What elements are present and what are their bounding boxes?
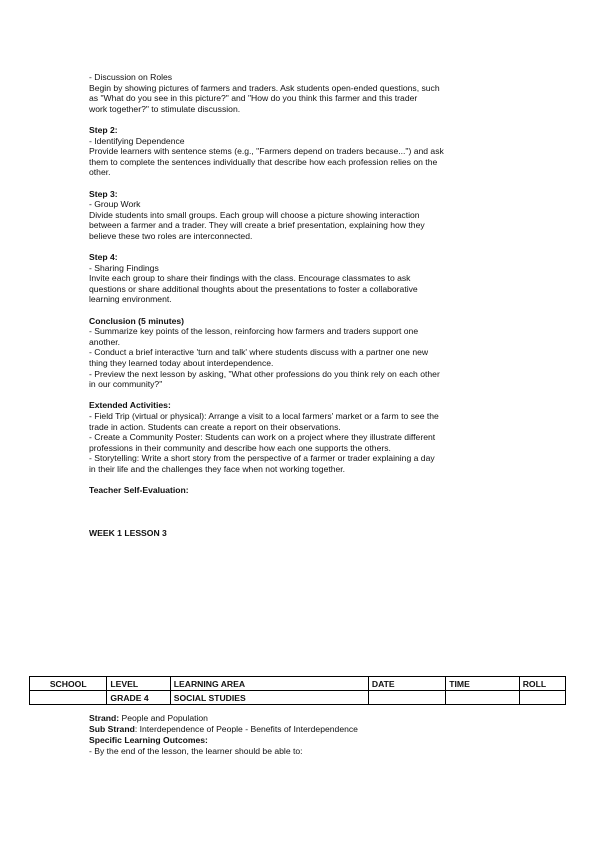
step2-line: Provide learners with sentence stems (e.g., "Farmers depend on traders because...") and ask: [89, 146, 444, 157]
table-header-row: [30, 677, 566, 691]
outcomes-heading: Specific Learning Outcomes:: [89, 735, 208, 745]
step3-line: Divide students into small groups. Each group will choose a picture showing interaction: [89, 209, 420, 220]
conclusion-line: - Summarize key points of the lesson, reinforcing how farmers and traders support one: [89, 326, 419, 337]
table-cell: [519, 691, 565, 705]
step2-heading: Step 2:: [89, 124, 118, 135]
conclusion-line: thing they learned today about interdependence.: [89, 358, 274, 369]
table-header-cell: ROLL: [519, 677, 565, 691]
conclusion-heading: Conclusion (5 minutes): [89, 315, 185, 326]
extended-heading: Extended Activities:: [89, 400, 171, 411]
step3-line: believe these two roles are interconnected.: [89, 230, 253, 241]
discussion-line: as "What do you see in this picture?" and "How do you think this farmer and this trader: [89, 93, 418, 104]
table-cell: [368, 691, 445, 705]
table-row: [30, 691, 566, 705]
step3-line: between a farmer and a trader. They will create a brief presentation, explaining how they: [89, 220, 425, 231]
conclusion-line: - Conduct a brief interactive 'turn and talk' where students discuss with a partner one new: [89, 347, 429, 358]
conclusion-line: another.: [89, 336, 121, 347]
strand-label: Strand:: [89, 713, 120, 723]
step2-line: other.: [89, 167, 111, 178]
substrand-line: [89, 724, 509, 735]
substrand-label: Sub Strand: [89, 724, 135, 734]
table-cell: [30, 691, 107, 705]
strand-value: People and Population: [119, 713, 208, 723]
table-cell: GRADE 4: [107, 691, 170, 705]
strand-line: [89, 713, 509, 724]
conclusion-line: - Preview the next lesson by asking, "What other professions do you think rely on each other: [89, 368, 440, 379]
step4-subtitle: - Sharing Findings: [89, 262, 159, 273]
extended-line: - Field Trip (virtual or physical): Arrange a visit to a local farmers' market or a farm to see the: [89, 411, 439, 421]
table-header-cell: LEVEL: [107, 677, 170, 691]
step4-line: Invite each group to share their findings with the class. Encourage classmates to ask: [89, 273, 411, 284]
lesson-details: [89, 713, 509, 757]
self-evaluation-heading: Teacher Self-Evaluation:: [89, 485, 189, 496]
step2-subtitle: - Identifying Dependence: [89, 135, 185, 146]
extended-line: professions in their community and describe how each one supports the others.: [89, 442, 391, 453]
step4-line: learning environment.: [89, 294, 172, 305]
step3-subtitle: - Group Work: [89, 199, 141, 210]
outcomes-line: - By the end of the lesson, the learner should be able to:: [89, 746, 303, 756]
discussion-line: Begin by showing pictures of farmers and traders. Ask students open-ended questions, such: [89, 82, 440, 93]
step4-line: questions or share additional thoughts about the presentations to foster a collaborative: [89, 283, 418, 294]
lesson-info-table: [29, 676, 566, 705]
table-header-cell: DATE: [368, 677, 445, 691]
step4-heading: Step 4:: [89, 252, 118, 263]
extended-line: - Storytelling: Write a short story from the perspective of a farmer or trader explaining a day: [89, 453, 435, 464]
discussion-title: - Discussion on Roles: [89, 72, 173, 82]
extended-line: - Create a Community Poster: Students can work on a project where they illustrate different: [89, 432, 436, 443]
table-header-cell: TIME: [446, 677, 519, 691]
table-header-cell: SCHOOL: [30, 677, 107, 691]
table-header-cell: LEARNING AREA: [170, 677, 368, 691]
step2-line: them to complete the sentences individually that describe how each profession relies on the: [89, 156, 438, 167]
week-heading: WEEK 1 LESSON 3: [89, 527, 167, 538]
lesson-body: [89, 72, 509, 538]
substrand-value: : Interdependence of People - Benefits of Interdependence: [134, 724, 358, 734]
conclusion-line: in our community?": [89, 379, 163, 390]
extended-line: in their life and the challenges they face when not working together.: [89, 463, 346, 474]
step3-heading: Step 3:: [89, 188, 118, 199]
table-cell: [446, 691, 519, 705]
table-cell: SOCIAL STUDIES: [170, 691, 368, 705]
discussion-line: work together?" to stimulate discussion.: [89, 103, 241, 114]
extended-line: trade in action. Students can create a report on their observations.: [89, 421, 341, 432]
